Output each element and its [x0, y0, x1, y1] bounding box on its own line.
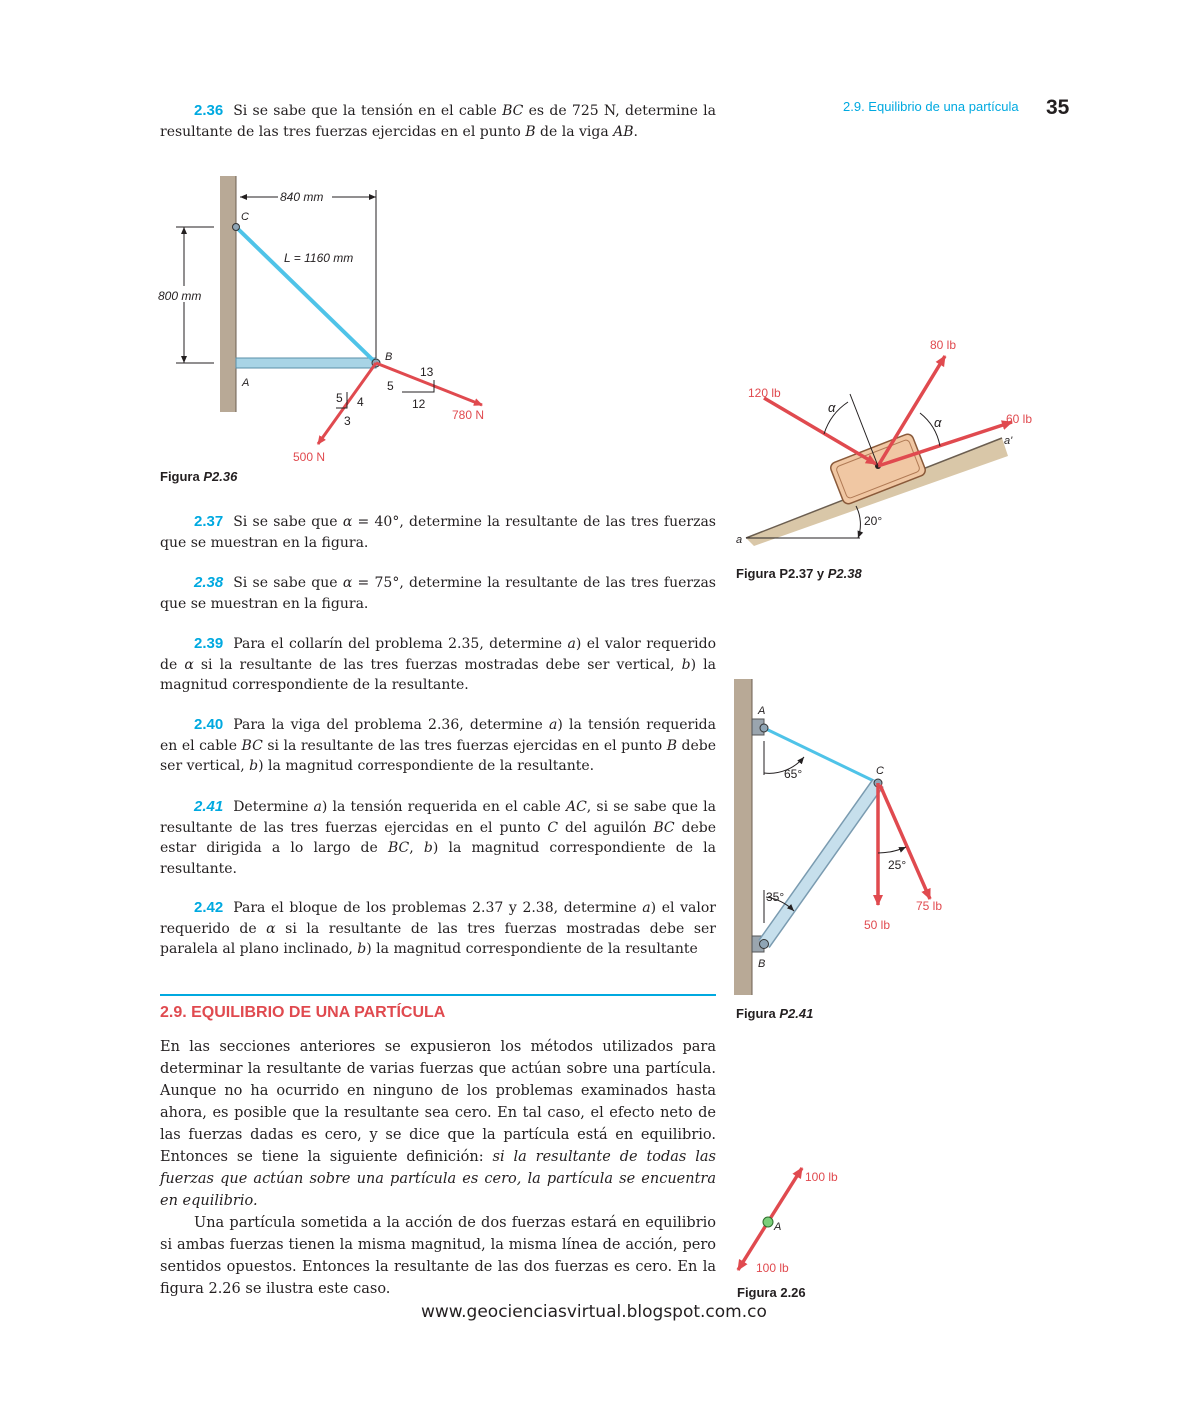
particle-a — [763, 1217, 773, 1227]
problem-number: 2.41 — [194, 798, 224, 815]
slope-5b: 5 — [336, 391, 343, 405]
problem-number: 2.38 — [194, 574, 224, 591]
problem-text: del aguilón — [558, 819, 654, 836]
line-a-prime-label: a' — [1004, 435, 1013, 447]
point-b-label: B — [385, 351, 393, 363]
footer-url[interactable]: www.geocienciasvirtual.blogspot.com.co — [421, 1302, 767, 1322]
slope-13: 13 — [420, 365, 434, 379]
problem-text: , si se sabe que la resultante de las tres fuerzas ejercidas en el punto — [160, 799, 716, 836]
problem-text: , — [409, 840, 424, 856]
problem-text: Para el collarín del problema 2.35, determine — [233, 636, 568, 652]
force-75-label: 75 lb — [916, 899, 943, 913]
pin-a — [760, 724, 768, 732]
problem-text: Determine — [233, 799, 314, 815]
var: AB — [613, 123, 634, 140]
problem-text: si la resultante de las tres fuerzas ejercidas en el punto — [262, 737, 667, 754]
problem-text: ) el valor requerido de — [160, 900, 716, 937]
problem-text: debe ser vertical, — [160, 737, 716, 774]
force-80-label: 80 lb — [930, 338, 957, 352]
incline-angle: 20° — [864, 514, 883, 528]
var: C — [547, 819, 559, 836]
force-50-label: 50 lb — [864, 918, 891, 932]
slope-5a: 5 — [387, 379, 394, 393]
angle-35: 35° — [766, 890, 785, 904]
caption-text: P2.41 — [779, 1006, 814, 1021]
var: b — [681, 656, 691, 673]
slope-4: 4 — [357, 395, 364, 409]
cable-length-label: L = 1160 mm — [284, 251, 354, 265]
problem-text: ) el valor requerido de — [160, 636, 717, 673]
var: AC — [565, 799, 587, 815]
force-780-label: 780 N — [452, 408, 485, 422]
problem-2-42 — [160, 898, 716, 960]
problem-2-38 — [160, 573, 716, 614]
force-75-arrow — [880, 785, 930, 899]
figure-p2-41 — [730, 675, 970, 1000]
caption-p2-36 — [160, 469, 237, 484]
problem-text: ) la tensión requerida en el cable — [321, 799, 566, 815]
point-b-label: B — [758, 958, 766, 970]
point-a-label: A — [774, 1221, 782, 1233]
wall — [734, 679, 752, 995]
problem-text: ) la tensión requerida en el cable — [160, 717, 716, 754]
problem-text: Para el bloque de los problemas 2.37 y 2.38, determine — [233, 900, 643, 916]
problem-text: debe estar dirigida a lo largo de — [160, 819, 716, 856]
caption-text: P2.38 — [827, 566, 862, 581]
problem-text: ) la magnitud correspondiente de la resultante. — [258, 758, 595, 774]
beam-ab — [236, 358, 376, 368]
problem-number: 2.37 — [194, 513, 224, 530]
var: BC — [241, 737, 263, 754]
problem-2-40 — [160, 715, 716, 777]
problem-text: Para la viga del problema 2.36, determine — [233, 717, 549, 733]
problem-text: de la viga — [535, 123, 614, 140]
var: b — [423, 840, 433, 856]
var: a — [313, 799, 322, 815]
var: a — [548, 717, 558, 733]
wall — [220, 176, 236, 412]
force-120-label: 120 lb — [748, 386, 781, 400]
dim-800-label: 800 mm — [158, 289, 202, 303]
var: BC — [502, 103, 524, 119]
caption-p2-41 — [736, 1006, 813, 1021]
problem-number: 2.36 — [194, 102, 224, 119]
alpha-label-1: α — [828, 400, 836, 415]
problem-2-37 — [160, 512, 716, 553]
slope-3: 3 — [344, 414, 351, 428]
problem-text: ) la magnitud correspondiente de la resultante. — [160, 840, 716, 877]
force-top-label: 100 lb — [805, 1170, 838, 1184]
paragraph-text: En las secciones anteriores se expusieron los métodos utilizados para determinar la resultante de varias fuerzas que actúan sobre una partícula. Aunque no ha ocurrido en ninguno de los problemas examinados hasta ahora, es posible que la resultante sea cero. En tal caso, el efecto neto de las fuerzas dadas es cero, y se dice que la partícula está en equilibrio. Entonces se tiene la siguiente definición: — [160, 1039, 716, 1165]
caption-text: Figura — [736, 1006, 780, 1021]
pin-b — [760, 940, 769, 949]
var: BC — [653, 819, 675, 836]
var: BC — [387, 840, 410, 856]
var: a — [567, 636, 576, 652]
problem-text: . — [633, 123, 638, 140]
caption-2-26: Figura 2.26 — [737, 1285, 806, 1300]
var: b — [357, 941, 367, 957]
var: α — [342, 575, 353, 591]
var: B — [525, 123, 536, 140]
figure-2-26 — [730, 1160, 850, 1280]
problem-2-39 — [160, 634, 716, 696]
var: α — [342, 514, 353, 530]
running-title: 2.9. Equilibrio de una partícula — [843, 99, 1019, 114]
problem-text: = 75°, determine la resultante de las tres fuerzas que se muestran en la figura. — [160, 575, 716, 612]
section-title: 2.9. EQUILIBRIO DE UNA PARTÍCULA — [160, 1004, 446, 1021]
force-up-arrow — [768, 1168, 802, 1222]
section-paragraph-2: Una partícula sometida a la acción de dos fuerzas estará en equilibrio si ambas fuerzas tienen la misma magnitud, la misma línea de acción, pero sentidos opuestos. Entonces la resultante de las dos fuerzas es cero. En la figura 2.26 se ilustra este caso. — [160, 1215, 716, 1297]
figure-p2-36 — [150, 170, 510, 470]
var: B — [666, 737, 677, 754]
problem-text: si la resultante de las tres fuerzas mostradas debe ser vertical, — [193, 656, 682, 673]
point-a-label: A — [242, 377, 250, 389]
point-a-label: A — [758, 705, 766, 717]
force-bottom-label: 100 lb — [756, 1261, 789, 1275]
force-500-label: 500 N — [293, 450, 326, 464]
line-a-label: a — [736, 534, 743, 546]
point-c-label: C — [876, 765, 884, 777]
problem-text: ) la magnitud correspondiente de la resultante — [366, 941, 698, 957]
cable-bc — [236, 227, 376, 363]
force-60-label: 60 lb — [1006, 412, 1033, 426]
problem-text: ) la magnitud correspondiente de la resultante. — [160, 656, 716, 693]
angle-65: 65° — [784, 767, 803, 781]
section-rule — [160, 994, 716, 996]
var: α — [266, 920, 276, 937]
pin-c — [233, 224, 240, 231]
var: b — [249, 758, 259, 774]
caption-text: P2.36 — [203, 469, 238, 484]
slope-12: 12 — [412, 397, 426, 411]
section-paragraph-1 — [160, 1036, 716, 1212]
caption-text: Figura P2.37 y — [736, 566, 828, 581]
var: a — [642, 900, 651, 916]
var: α — [184, 656, 194, 673]
problem-text: si la resultante de las tres fuerzas mostradas debe ser paralela al plano inclinado, — [160, 920, 717, 957]
problem-text: Si se sabe que — [233, 514, 343, 530]
caption-p2-37 — [736, 566, 862, 581]
figure-p2-37 — [730, 330, 1070, 560]
problem-2-41 — [160, 797, 716, 879]
alpha-label-2: α — [934, 415, 942, 430]
problem-number: 2.39 — [194, 635, 224, 652]
angle-25: 25° — [888, 858, 907, 872]
page-number: 35 — [1046, 96, 1070, 119]
problem-text: es de 725 N, determine la resultante de las tres fuerzas ejercidas en el punto — [160, 103, 716, 140]
problem-2-36 — [160, 101, 716, 142]
problem-text: Si se sabe que — [233, 575, 343, 591]
caption-text: Figura — [160, 469, 204, 484]
problem-text: = 40°, determine la resultante de las tres fuerzas que se muestran en la figura. — [160, 514, 716, 551]
point-c-label: C — [241, 211, 249, 223]
definition-text: si la resultante de todas las fuerzas que actúan sobre una partícula es cero, la partícula se encuentra en equilibrio. — [160, 1149, 716, 1209]
cable-ac — [764, 728, 878, 783]
problem-text: Si se sabe que la tensión en el cable — [233, 103, 503, 119]
dim-840-label: 840 mm — [280, 190, 324, 204]
problem-number: 2.40 — [194, 716, 224, 733]
problem-number: 2.42 — [194, 899, 224, 916]
